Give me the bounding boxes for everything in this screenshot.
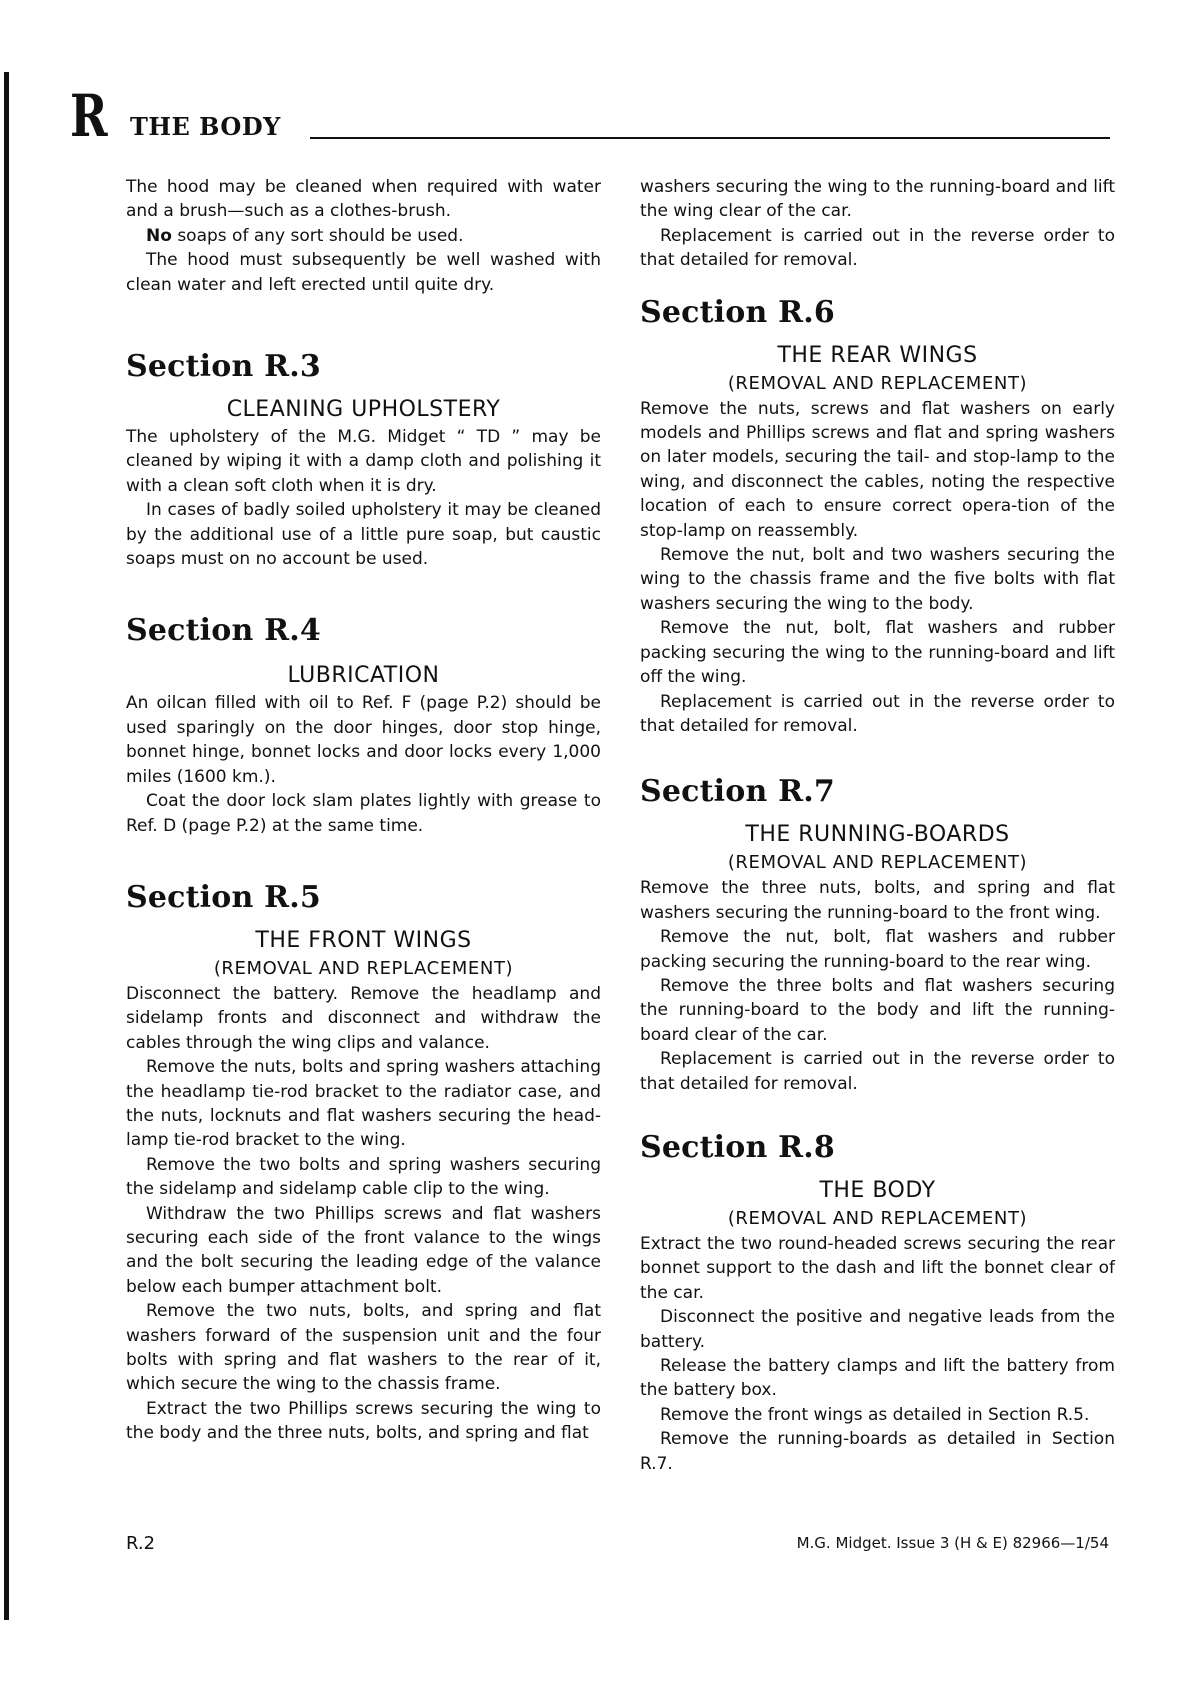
page-number: R.2 — [126, 1533, 156, 1554]
section-heading-r8: Section R.8 — [640, 1129, 835, 1165]
body-paragraph: The hood may be cleaned when required with water and a brush—such as a clothes-brush. — [126, 177, 601, 222]
page-title: THE BODY — [130, 112, 281, 141]
emphasis-no: No — [146, 225, 172, 246]
body-paragraph: Extract the two round-headed screws securing the rear bonnet support to the dash and lift the bonnet clear of the car. — [640, 1233, 1115, 1303]
section-heading-r4: Section R.4 — [126, 613, 321, 649]
body-paragraph: Release the battery clamps and lift the battery from the battery box. — [640, 1356, 1115, 1401]
body-paragraph: Withdraw the two Phillips screws and flat washers securing each side of the front valance to the wings and the bolt securing the leading edge of the valance below each bumper attachment bolt. — [126, 1203, 601, 1297]
body-paragraph: In cases of badly soiled upholstery it may be cleaned by the additional use of a little pure soap, but caustic soaps must on no account be used. — [126, 500, 601, 570]
section-letter: R — [70, 82, 107, 150]
section-title: THE RUNNING-BOARDS — [745, 822, 1010, 848]
section-heading-r7: Section R.7 — [640, 774, 835, 810]
body-paragraph: Remove the three bolts and flat washers securing the running-board to the body and lift the running-board clear of the car. — [640, 975, 1115, 1045]
body-paragraph — [126, 224, 601, 248]
section-heading-r3: Section R.3 — [126, 349, 321, 385]
left-column — [126, 175, 601, 1446]
section-heading-r6: Section R.6 — [640, 294, 835, 330]
section-title: LUBRICATION — [287, 663, 440, 689]
body-paragraph: Remove the front wings as detailed in Section R.5. — [660, 1404, 1090, 1425]
section-subtitle: (REMOVAL AND REPLACEMENT) — [213, 957, 514, 979]
section-title: CLEANING UPHOLSTERY — [226, 397, 501, 423]
page-header — [70, 82, 1110, 150]
body-paragraph: The upholstery of the M.G. Midget “ TD ” may be cleaned by wiping it with a damp cloth and polishing it with a clean soft cloth when it is dry. — [126, 427, 601, 496]
body-paragraph: Remove the nut, bolt, flat washers and rubber packing securing the wing to the running-board and lift off the wing. — [640, 618, 1115, 688]
body-paragraph: Remove the running-boards as detailed in Section R.7. — [640, 1429, 1115, 1474]
right-column — [640, 175, 1115, 1476]
section-title: THE REAR WINGS — [777, 342, 978, 368]
section-title: THE FRONT WINGS — [255, 927, 472, 953]
section-subtitle: (REMOVAL AND REPLACEMENT) — [727, 372, 1028, 394]
body-paragraph: Replacement is carried out in the reverse order to that detailed for removal. — [640, 225, 1115, 271]
section-title: THE BODY — [819, 1177, 936, 1203]
paragraph-text: soaps of any sort should be used. — [177, 225, 464, 246]
body-paragraph: Replacement is carried out in the reverse order to that detailed for removal. — [640, 1049, 1115, 1094]
issue-line: M.G. Midget. Issue 3 (H & E) 82966—1/54 — [796, 1534, 1109, 1552]
body-paragraph: Disconnect the positive and negative leads from the battery. — [640, 1307, 1115, 1352]
body-paragraph: Extract the two Phillips screws securing the wing to the body and the three nuts, bolts, and spring and flat — [126, 1398, 601, 1444]
body-paragraph: Remove the nuts, screws and flat washers on early models and Phillips screws and flat and spring washers on later models, securing the tail- and stop-lamp to the wing, and disconnect the cables, noting the respective location of each to ensure correct opera-tion of the stop-lamp on reassembly. — [640, 398, 1115, 541]
header-rule — [310, 137, 1110, 139]
body-paragraph: Remove the nut, bolt and two washers securing the wing to the chassis frame and the five bolts with flat washers securing the wing to the body. — [640, 545, 1115, 614]
section-heading-r5: Section R.5 — [126, 879, 321, 915]
section-subtitle: (REMOVAL AND REPLACEMENT) — [727, 1207, 1028, 1229]
body-paragraph: washers securing the wing to the running-board and lift the wing clear of the car. — [640, 177, 1115, 222]
body-paragraph: Remove the three nuts, bolts, and spring and flat washers securing the running-board to the front wing. — [640, 878, 1115, 923]
body-paragraph: Coat the door lock slam plates lightly with grease to Ref. D (page P.2) at the same time. — [126, 791, 601, 836]
body-paragraph: Replacement is carried out in the reverse order to that detailed for removal. — [640, 691, 1115, 736]
body-paragraph: Remove the nut, bolt, flat washers and rubber packing securing the running-board to the rear wing. — [640, 927, 1115, 972]
body-paragraph: Remove the nuts, bolts and spring washers attaching the headlamp tie-rod bracket to the radiator case, and the nuts, locknuts and flat washers securing the head-lamp tie-rod bracket to the wing. — [126, 1057, 601, 1151]
body-paragraph: An oilcan filled with oil to Ref. F (page P.2) should be used sparingly on the door hinges, door stop hinge, bonnet hinge, bonnet locks and door locks every 1,000 miles (1600 km.). — [126, 693, 601, 787]
body-paragraph: The hood must subsequently be well washed with clean water and left erected until quite dry. — [126, 250, 601, 295]
section-subtitle: (REMOVAL AND REPLACEMENT) — [727, 852, 1028, 874]
body-paragraph: Remove the two bolts and spring washers securing the sidelamp and sidelamp cable clip to the wing. — [126, 1154, 601, 1200]
left-margin-rule — [4, 72, 9, 1620]
body-paragraph: Remove the two nuts, bolts, and spring and flat washers forward of the suspension unit and the four bolts with spring and flat washers to the rear of it, which secure the wing to the chassis frame. — [126, 1301, 601, 1395]
body-paragraph: Disconnect the battery. Remove the headlamp and sidelamp fronts and disconnect and withdraw the cables through the wing clips and valance. — [126, 983, 601, 1053]
